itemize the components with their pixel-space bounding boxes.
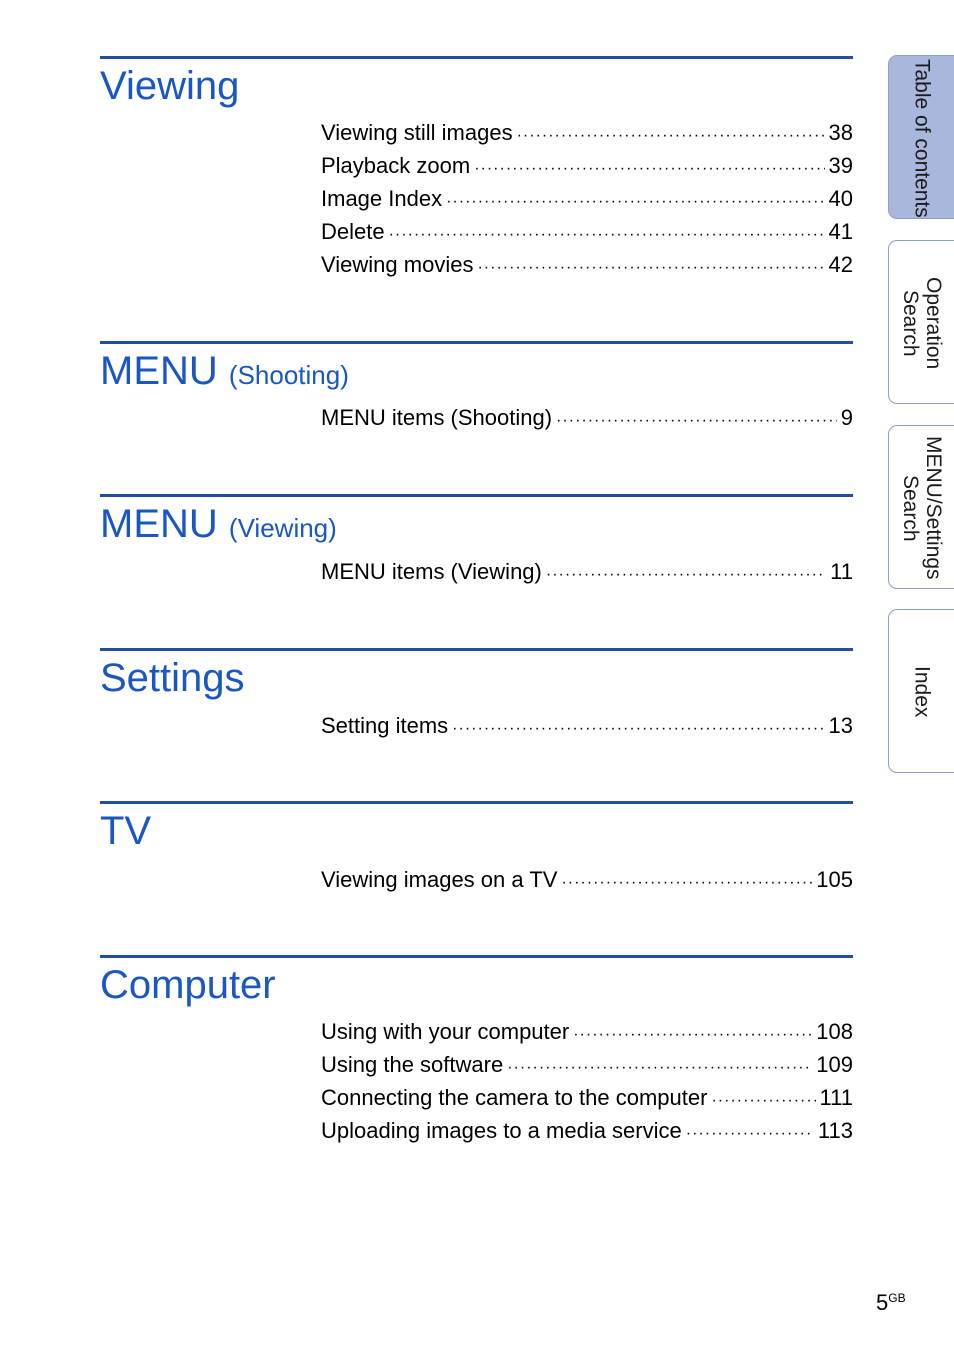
section-viewing (100, 56, 853, 277)
entry-label: Using with your computer (321, 1019, 570, 1044)
entry-label: Viewing movies (321, 252, 474, 277)
entry-list (321, 555, 853, 588)
toc-entry[interactable] (321, 149, 853, 182)
dot-leader (474, 149, 824, 182)
entry-label: MENU items (Shooting) (321, 405, 553, 430)
entry-page: 9 (840, 405, 853, 430)
entry-page: 113 (817, 1118, 853, 1143)
toc-entry[interactable] (321, 248, 853, 281)
dot-leader (446, 182, 824, 215)
dot-leader (517, 116, 825, 149)
section-title: Settings (100, 656, 245, 700)
entry-list (321, 401, 853, 434)
toc-entry[interactable] (321, 401, 853, 434)
dot-leader (686, 1114, 814, 1147)
entry-label: MENU items (Viewing) (321, 559, 542, 584)
section-computer (100, 955, 853, 1143)
entry-page: 38 (828, 120, 853, 145)
entry-label: Playback zoom (321, 153, 471, 178)
entry-label: Using the software (321, 1052, 504, 1077)
toc-entry[interactable] (321, 1114, 853, 1147)
toc-entry[interactable] (321, 116, 853, 149)
entry-page: 41 (828, 219, 853, 244)
entry-list (321, 116, 853, 281)
tab-label: Table of contents (910, 58, 934, 218)
entry-label: Viewing still images (321, 120, 513, 145)
entry-page: 108 (816, 1019, 853, 1044)
dot-leader (452, 709, 824, 742)
toc-entry[interactable] (321, 215, 853, 248)
dot-leader (507, 1048, 812, 1081)
dot-leader (573, 1015, 812, 1048)
dot-leader (711, 1081, 815, 1114)
tab-operation-search[interactable] (888, 240, 954, 404)
tab-label: Index (910, 666, 934, 718)
section-menu-viewing (100, 494, 853, 584)
entry-label: Connecting the camera to the computer (321, 1085, 708, 1110)
section-title: Viewing (100, 64, 240, 108)
page-number: $5^{GB}$ (876, 1290, 906, 1315)
dot-leader (546, 555, 826, 588)
section-subtitle: (Viewing) (228, 513, 337, 543)
toc-entry[interactable] (321, 1015, 853, 1048)
entry-page: 105 (816, 867, 853, 892)
section-title: Computer (100, 963, 276, 1007)
section-title: MENU (Viewing) (100, 502, 337, 546)
entry-page: 40 (828, 186, 853, 211)
tab-index[interactable] (888, 609, 954, 773)
dot-leader (556, 401, 837, 434)
entry-page: 42 (828, 252, 853, 277)
entry-label: Setting items (321, 713, 449, 738)
toc-entry[interactable] (321, 555, 853, 588)
section-title: TV (100, 809, 152, 853)
toc-entry[interactable] (321, 1048, 853, 1081)
tab-table-of-contents[interactable] (888, 55, 954, 219)
entry-page: 111 (819, 1085, 853, 1110)
entry-label: Viewing images on a TV (321, 867, 558, 892)
section-tv (100, 801, 853, 892)
toc-entry[interactable] (321, 182, 853, 215)
tab-label: Operation Search (899, 276, 945, 370)
tab-label: MENU/Settings Search (899, 436, 945, 580)
entry-list (321, 863, 853, 896)
entry-label: Delete (321, 219, 385, 244)
dot-leader (389, 215, 825, 248)
section-settings (100, 648, 853, 738)
tab-menu-settings-search[interactable] (888, 425, 954, 589)
page-suffix: GB (888, 1291, 906, 1305)
entry-page: 13 (828, 713, 853, 738)
entry-list (321, 709, 853, 742)
entry-label: Uploading images to a media service (321, 1118, 682, 1143)
entry-list (321, 1015, 853, 1147)
toc-entry[interactable] (321, 709, 853, 742)
toc-entry[interactable] (321, 1081, 853, 1114)
entry-label: Image Index (321, 186, 443, 211)
entry-page: 11 (830, 559, 853, 584)
entry-page: 39 (828, 153, 853, 178)
dot-leader (477, 248, 824, 281)
section-menu-shooting (100, 341, 853, 430)
entry-page: 109 (816, 1052, 853, 1077)
toc-entry[interactable] (321, 863, 853, 896)
section-title: MENU (Shooting) (100, 349, 349, 393)
section-subtitle: (Shooting) (228, 360, 349, 390)
dot-leader (561, 863, 812, 896)
